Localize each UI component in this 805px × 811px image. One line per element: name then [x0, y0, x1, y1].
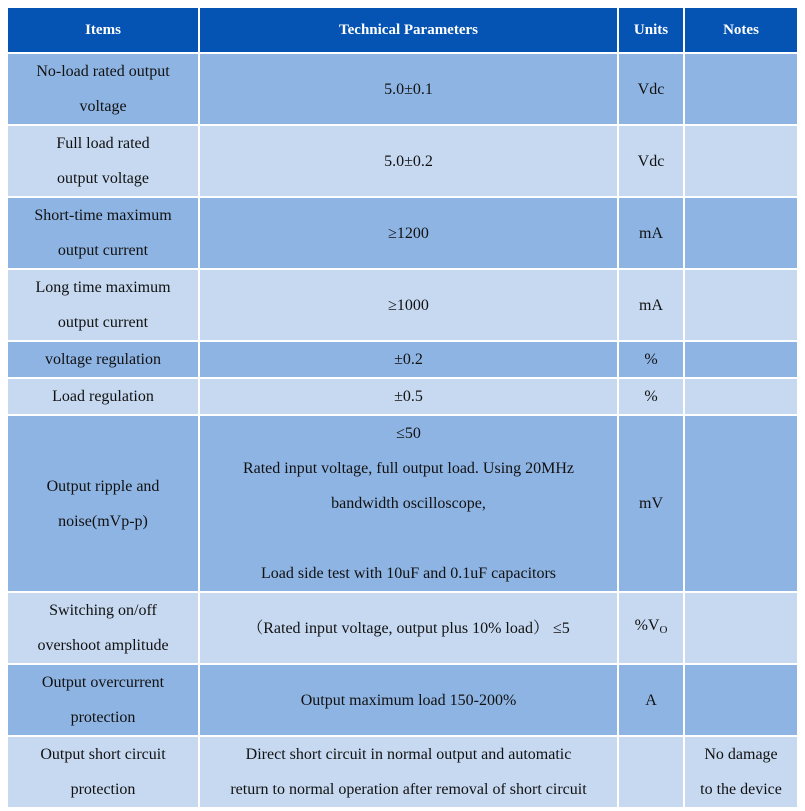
unit-cell: [618, 736, 684, 808]
parameter-cell: [199, 125, 618, 197]
item-text: output current: [57, 314, 149, 331]
parameter-cell: [199, 378, 618, 415]
note-cell: [684, 378, 798, 415]
table-row: [7, 125, 798, 197]
note-cell: [684, 197, 798, 269]
parameter-cell: [199, 736, 618, 808]
unit-cell: [618, 378, 684, 415]
parameter-text: 5.0±0.1: [384, 80, 433, 98]
item-text: Output short circuit: [40, 746, 166, 763]
table-row: [7, 378, 798, 415]
parameter-cell: [199, 197, 618, 269]
note-cell: [684, 415, 798, 592]
header-units: Units: [618, 7, 684, 53]
unit-text: Vdc: [637, 152, 665, 170]
parameter-cell: [199, 269, 618, 341]
item-text: Switching on/off: [49, 602, 157, 619]
parameter-cell: [199, 592, 618, 664]
table-row: [7, 269, 798, 341]
unit-text: %: [644, 388, 658, 405]
item-text: output voltage: [57, 170, 149, 187]
parameter-cell: [199, 415, 618, 592]
unit-text: Vdc: [637, 80, 665, 98]
unit-cell: [618, 341, 684, 378]
item-cell: [7, 125, 199, 197]
item-text: voltage regulation: [45, 351, 161, 368]
table-row: [7, 415, 798, 592]
parameter-text: bandwidth oscilloscope,: [331, 495, 486, 512]
item-text: Long time maximum: [35, 279, 171, 296]
item-cell: [7, 378, 199, 415]
item-cell: [7, 592, 199, 664]
item-text: Output overcurrent: [41, 674, 165, 691]
item-text: Short-time maximum: [34, 207, 172, 224]
unit-text: %V: [634, 617, 660, 634]
parameter-text: Output maximum load 150-200%: [300, 691, 517, 709]
note-cell: [684, 269, 798, 341]
item-text: noise(mVp-p): [58, 512, 148, 530]
parameter-text: Rated input voltage, full output load. Using 20MHz: [242, 460, 575, 477]
parameter-text: Direct short circuit in normal output and automatic: [245, 746, 572, 763]
spec-table: [6, 6, 799, 809]
table-row: [7, 736, 798, 808]
item-cell: [7, 341, 199, 378]
note-cell: [684, 341, 798, 378]
header-notes: Notes: [684, 7, 798, 53]
note-cell: [684, 592, 798, 664]
item-cell: [7, 415, 199, 592]
parameter-cell: [199, 664, 618, 736]
header-row: [7, 7, 798, 53]
item-text: protection: [70, 781, 136, 798]
table-row: [7, 197, 798, 269]
unit-cell: [618, 269, 684, 341]
unit-cell: [618, 415, 684, 592]
unit-text: mA: [639, 296, 663, 314]
unit-text: mA: [639, 224, 663, 242]
unit-cell: [618, 125, 684, 197]
unit-cell: [618, 592, 684, 664]
item-cell: [7, 736, 199, 808]
unit-text: %: [644, 351, 658, 368]
table-row: [7, 592, 798, 664]
spec-body: [7, 53, 798, 808]
table-row: [7, 664, 798, 736]
note-text: No damage: [704, 746, 778, 763]
note-cell: [684, 736, 798, 808]
item-cell: [7, 197, 199, 269]
parameter-text: [206, 521, 611, 556]
item-cell: [7, 269, 199, 341]
parameter-text: Load side test with 10uF and 0.1uF capacitors: [260, 565, 557, 582]
parameter-text: （Rated input voltage, output plus 10% load） ≤5: [247, 619, 570, 637]
parameter-text: ≥1000: [388, 296, 429, 314]
note-cell: [684, 53, 798, 125]
item-text: Load regulation: [52, 388, 154, 405]
item-text: Output ripple and: [46, 477, 160, 495]
parameter-text: ≥1200: [388, 224, 429, 242]
note-text: to the device: [700, 781, 782, 798]
unit-subscript: O: [659, 624, 668, 636]
item-text: No-load rated output: [36, 63, 170, 80]
item-cell: [7, 664, 199, 736]
unit-cell: [618, 664, 684, 736]
item-text: protection: [70, 709, 136, 726]
note-cell: [684, 664, 798, 736]
table-row: [7, 341, 798, 378]
unit-cell: [618, 53, 684, 125]
parameter-cell: [199, 53, 618, 125]
item-text: Full load rated: [56, 135, 150, 152]
table-row: [7, 53, 798, 125]
parameter-text: 5.0±0.2: [384, 152, 433, 170]
unit-text: mV: [639, 495, 663, 512]
item-text: overshoot amplitude: [37, 637, 169, 654]
item-text: voltage: [79, 98, 127, 115]
item-cell: [7, 53, 199, 125]
header-technical-parameters: Technical Parameters: [199, 7, 618, 53]
parameter-text: ±0.5: [394, 388, 423, 405]
unit-text: A: [645, 691, 657, 709]
parameter-text: return to normal operation after removal of short circuit: [230, 781, 587, 798]
parameter-cell: [199, 341, 618, 378]
header-items: Items: [7, 7, 199, 53]
item-text: output current: [57, 242, 149, 259]
parameter-text: ≤50: [396, 425, 421, 442]
parameter-text: ±0.2: [394, 351, 423, 368]
unit-cell: [618, 197, 684, 269]
note-cell: [684, 125, 798, 197]
